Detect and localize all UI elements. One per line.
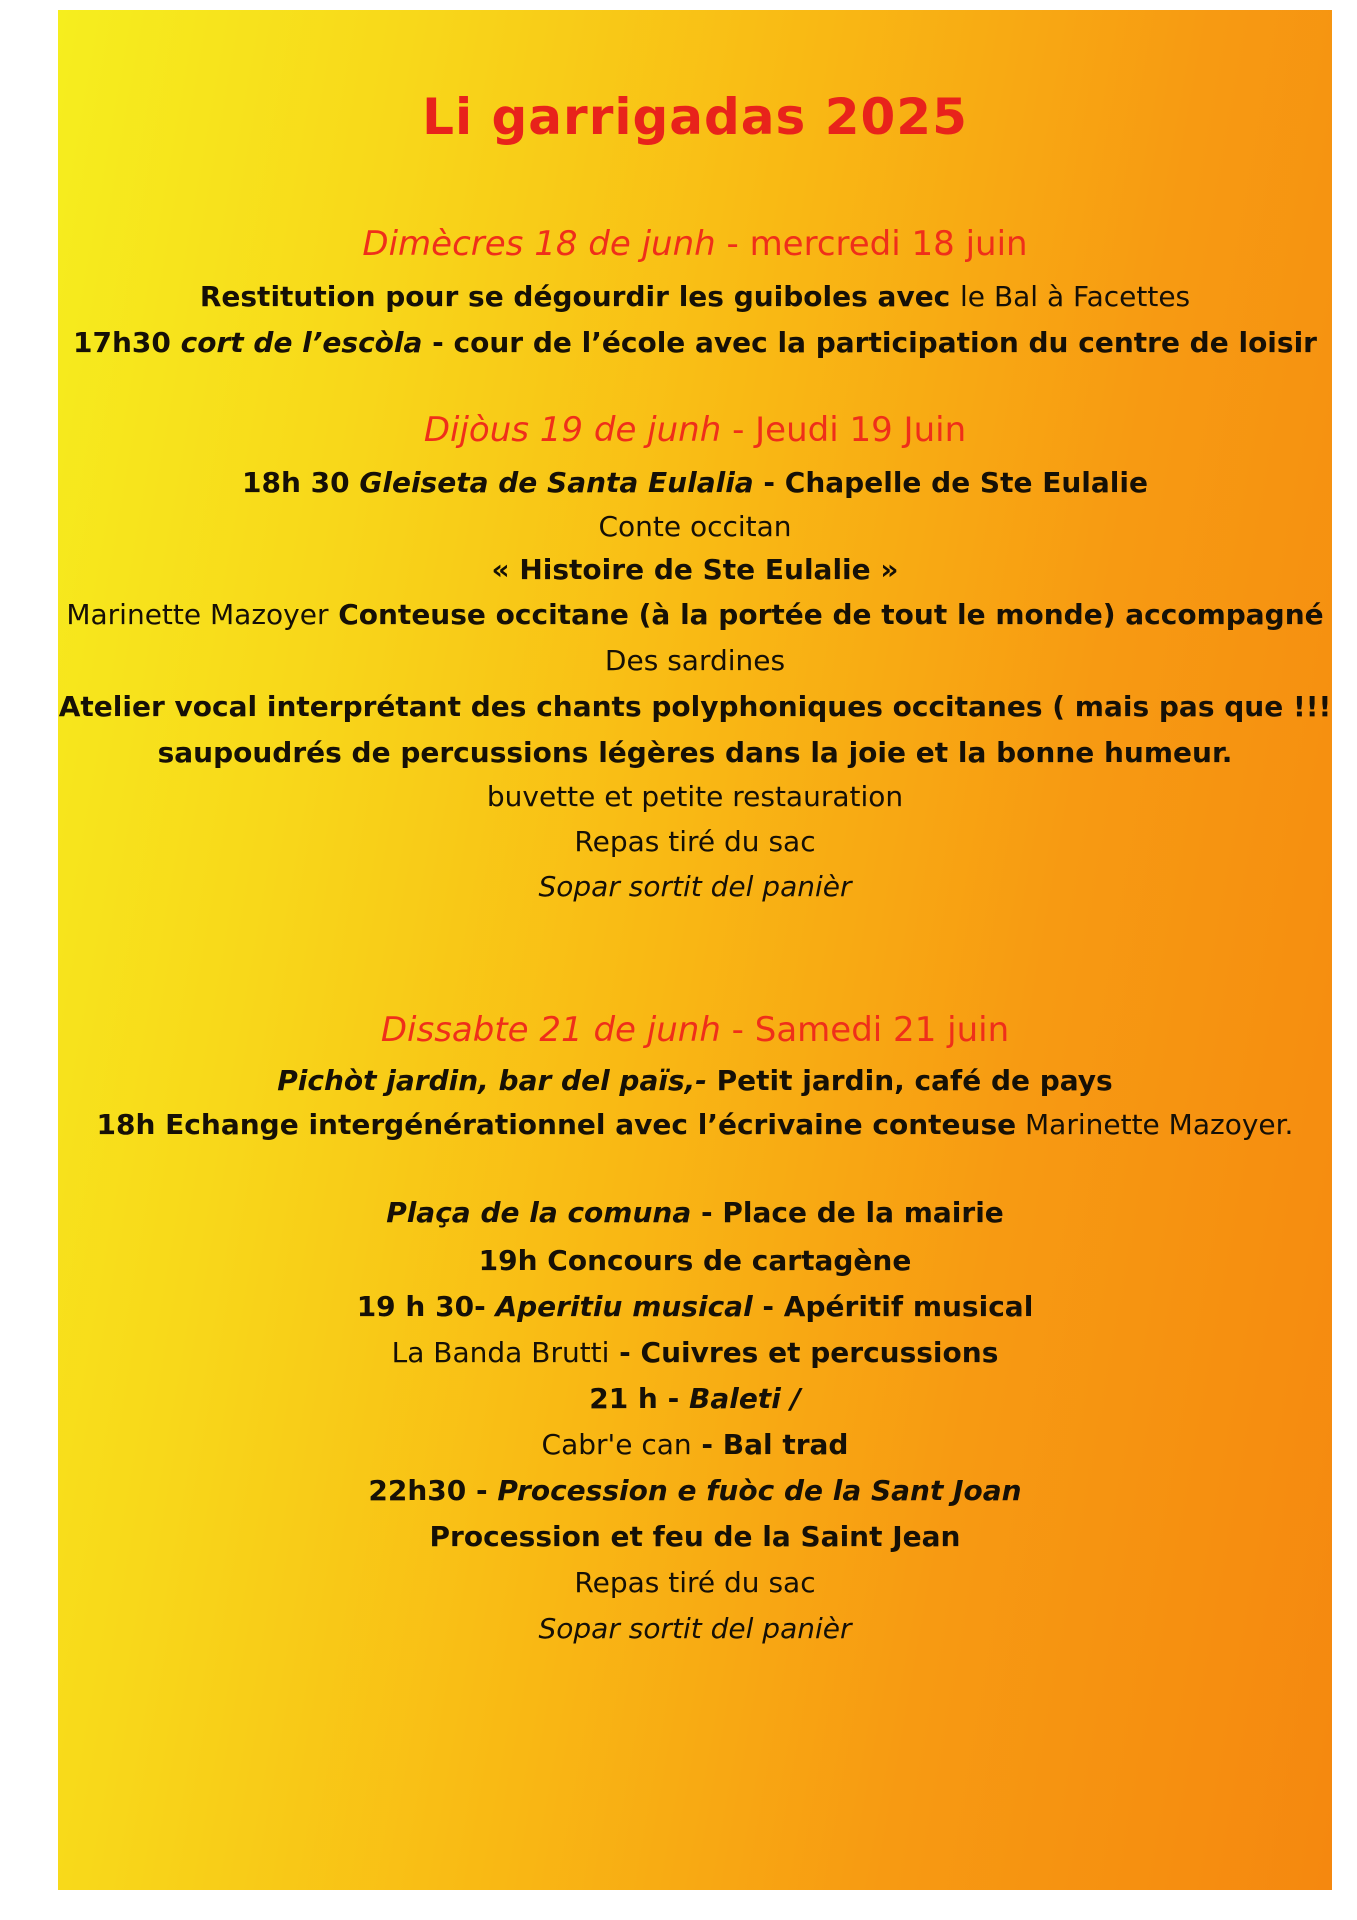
- day3-line-8: [58, 1428, 1332, 1461]
- day3-line-3: [58, 1196, 1332, 1229]
- day3-line-5-time: 19 h 30-: [356, 1290, 496, 1323]
- day3-date-separator: -: [720, 1010, 755, 1050]
- day3-line-11: Repas tiré du sac: [574, 1566, 816, 1599]
- day2-line-10: Sopar sortit del panièr: [538, 870, 852, 903]
- day3-line-6-b: - Cuivres et percussions: [609, 1336, 999, 1369]
- day2-line-4-name: Marinette Mazoyer: [66, 598, 329, 631]
- day3-line-2-b: Marinette Mazoyer.: [1016, 1108, 1294, 1141]
- day2-line-5: Des sardines: [604, 644, 786, 677]
- day3-date-french: Samedi 21 juin: [754, 1010, 1010, 1050]
- day1-line-1-b: le Bal à Facettes: [960, 280, 1191, 313]
- day2-date-separator: -: [721, 410, 756, 450]
- day2-line-4: [58, 598, 1332, 631]
- day3-line-5: [58, 1290, 1332, 1323]
- day3-date: [58, 1010, 1332, 1050]
- day3-line-1-occitan: Pichòt jardin, bar del païs,-: [277, 1064, 707, 1097]
- day1-line-2-time: 17h30: [73, 326, 181, 359]
- day3-line-9-occitan: Procession e fuòc de la Sant Joan: [497, 1474, 1022, 1507]
- day1-line-2-rest: - cour de l’école avec la participation du centre de loisir: [422, 326, 1317, 359]
- day3-line-6-a: La Banda Brutti: [391, 1336, 610, 1369]
- day3-line-12: Sopar sortit del panièr: [538, 1612, 852, 1645]
- day1-line-2: [58, 326, 1332, 359]
- day1-date-occitan: Dimècres 18 de junh: [362, 224, 716, 264]
- day2-date-french: Jeudi 19 Juin: [755, 410, 967, 450]
- day2-date-occitan: Dijòus 19 de junh: [423, 410, 722, 450]
- day3-line-2: [58, 1108, 1332, 1141]
- day3-line-5-occitan: Aperitiu musical: [495, 1290, 753, 1323]
- day3-line-10: Procession et feu de la Saint Jean: [429, 1520, 961, 1553]
- day2-line-8: buvette et petite restauration: [486, 780, 904, 813]
- day1-line-1: [58, 280, 1332, 313]
- day2-line-4-rest: Conteuse occitane (à la portée de tout le monde) accompagné: [328, 598, 1324, 631]
- day3-line-8-a: Cabr'e can: [541, 1428, 692, 1461]
- day3-line-2-a: 18h Echange intergénérationnel avec l’écrivaine conteuse: [96, 1108, 1017, 1141]
- day3-line-7-occitan: Baleti /: [688, 1382, 801, 1415]
- day2-line-7: saupoudrés de percussions légères dans la joie et la bonne humeur.: [157, 736, 1233, 769]
- day3-line-3-rest: - Place de la mairie: [691, 1196, 1004, 1229]
- day2-line-1-rest: - Chapelle de Ste Eulalie: [753, 466, 1148, 499]
- day3-line-1-rest: Petit jardin, café de pays: [706, 1064, 1113, 1097]
- day1-line-1-a: Restitution pour se dégourdir les guiboles avec: [199, 280, 961, 313]
- day3-line-3-occitan: Plaça de la comuna: [386, 1196, 692, 1229]
- day2-line-2: Conte occitan: [598, 510, 792, 543]
- day3-date-occitan: Dissabte 21 de junh: [380, 1010, 721, 1050]
- day2-line-1-time: 18h 30: [242, 466, 360, 499]
- day1-date: [58, 224, 1332, 264]
- day2-line-1: [58, 466, 1332, 499]
- day3-line-7: [58, 1382, 1332, 1415]
- day2-line-9: Repas tiré du sac: [574, 825, 816, 858]
- day2-line-3: « Histoire de Ste Eulalie »: [491, 553, 899, 586]
- day3-line-8-b: - Bal trad: [691, 1428, 849, 1461]
- day2-line-6: Atelier vocal interprétant des chants polyphoniques occitanes ( mais pas que !!!: [58, 690, 1332, 723]
- day1-line-2-occitan: cort de l’escòla: [180, 326, 423, 359]
- flyer-title: Li garrigadas 2025: [422, 88, 968, 146]
- day3-line-1: [58, 1064, 1332, 1097]
- day2-line-1-occitan: Gleiseta de Santa Eulalia: [359, 466, 754, 499]
- day3-line-9-time: 22h30 -: [368, 1474, 498, 1507]
- day3-line-5-rest: - Apéritif musical: [752, 1290, 1034, 1323]
- day1-date-separator: -: [715, 224, 750, 264]
- day3-line-9: [58, 1474, 1332, 1507]
- flyer-sheet: [58, 10, 1332, 1890]
- day2-date: [58, 410, 1332, 450]
- day3-line-4: 19h Concours de cartagène: [478, 1244, 912, 1277]
- day3-line-7-time: 21 h -: [589, 1382, 689, 1415]
- day1-date-french: mercredi 18 juin: [749, 224, 1028, 264]
- day3-line-6: [58, 1336, 1332, 1369]
